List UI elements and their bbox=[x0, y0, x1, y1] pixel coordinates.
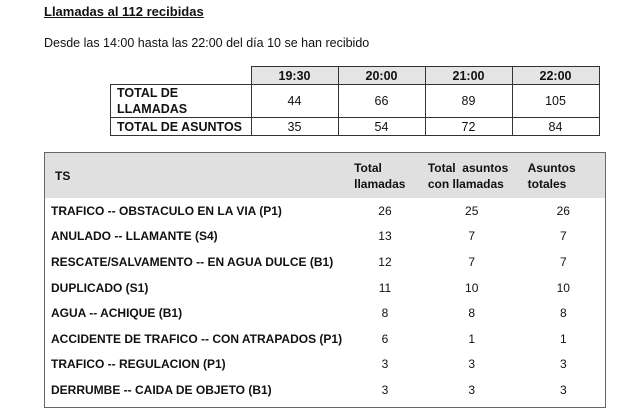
total-calls-cell: 13 bbox=[378, 229, 392, 244]
total-matters-cell: 26 bbox=[556, 203, 570, 218]
matters-with-calls-cell: 1 bbox=[468, 331, 476, 346]
summary-time-header: 19:30 bbox=[251, 67, 338, 85]
detail-table bbox=[45, 153, 605, 403]
total-calls-cell: 26 bbox=[378, 203, 392, 218]
ts-name-cell: AGUA -- ACHIQUE (B1) bbox=[51, 306, 183, 321]
total-matters-cell: 7 bbox=[559, 254, 567, 269]
summary-cell: 66 bbox=[338, 85, 425, 118]
matters-with-calls-cell: 25 bbox=[465, 203, 479, 218]
ts-name-cell: TRAFICO -- REGULACION (P1) bbox=[51, 357, 226, 372]
summary-cell: 105 bbox=[512, 85, 599, 118]
summary-cell: 89 bbox=[425, 85, 512, 118]
summary-cell: 35 bbox=[251, 118, 338, 136]
summary-row-calls bbox=[111, 85, 600, 118]
header-line: llamadas bbox=[354, 176, 406, 191]
header-line: totales bbox=[527, 176, 567, 191]
table-row bbox=[45, 275, 605, 301]
table-row bbox=[45, 326, 605, 352]
detail-table-frame bbox=[44, 152, 606, 408]
table-row bbox=[45, 224, 605, 250]
total-calls-cell: 12 bbox=[378, 254, 392, 269]
ts-name-cell: ACCIDENTE DE TRAFICO -- CON ATRAPADOS (P1) bbox=[51, 331, 343, 346]
summary-cell: 44 bbox=[251, 85, 338, 118]
page-title: Llamadas al 112 recibidas bbox=[44, 4, 204, 19]
total-matters-cell: 8 bbox=[559, 306, 567, 321]
matters-with-calls-cell: 3 bbox=[468, 357, 476, 372]
table-row bbox=[45, 377, 605, 403]
summary-time-header: 21:00 bbox=[425, 67, 512, 85]
total-calls-cell: 3 bbox=[381, 382, 389, 397]
summary-time-header: 22:00 bbox=[512, 67, 599, 85]
summary-cell: 84 bbox=[512, 118, 599, 136]
ts-name-cell: ANULADO -- LLAMANTE (S4) bbox=[51, 229, 218, 244]
page-subtitle: Desde las 14:00 hasta las 22:00 del día 10 se han recibido bbox=[44, 36, 370, 50]
total-matters-column-header bbox=[522, 153, 605, 198]
total-matters-cell: 3 bbox=[559, 382, 567, 397]
summary-table bbox=[110, 66, 600, 136]
total-matters-cell: 1 bbox=[559, 331, 567, 346]
ts-name-cell: RESCATE/SALVAMENTO -- EN AGUA DULCE (B1) bbox=[51, 254, 334, 269]
ts-name-cell: DERRUMBE -- CAIDA DE OBJETO (B1) bbox=[51, 382, 272, 397]
total-calls-column-header bbox=[348, 153, 422, 198]
matters-with-calls-cell: 7 bbox=[468, 229, 476, 244]
table-row bbox=[45, 300, 605, 326]
header-line: Total asuntos bbox=[427, 160, 509, 175]
ts-name-cell: TRAFICO -- OBSTACULO EN LA VIA (P1) bbox=[51, 203, 282, 218]
summary-cell: 72 bbox=[425, 118, 512, 136]
ts-column-header: TS bbox=[55, 168, 71, 183]
summary-row-matters bbox=[111, 118, 600, 136]
total-calls-cell: 6 bbox=[381, 331, 389, 346]
summary-time-header: 20:00 bbox=[338, 67, 425, 85]
summary-cell: 54 bbox=[338, 118, 425, 136]
total-calls-cell: 3 bbox=[381, 357, 389, 372]
matters-with-calls-cell: 7 bbox=[468, 254, 476, 269]
header-line: con llamadas bbox=[427, 176, 504, 191]
matters-with-calls-column-header bbox=[422, 153, 522, 198]
total-matters-cell: 7 bbox=[559, 229, 567, 244]
summary-row-label: TOTAL DE LLAMADAS bbox=[111, 85, 252, 118]
table-row bbox=[45, 249, 605, 275]
ts-name-cell: DUPLICADO (S1) bbox=[51, 280, 149, 295]
summary-row-label: TOTAL DE ASUNTOS bbox=[111, 118, 252, 136]
header-line: Total bbox=[354, 160, 382, 175]
detail-header-row bbox=[45, 153, 605, 198]
summary-header-row bbox=[111, 67, 600, 85]
header-line: Asuntos bbox=[527, 160, 576, 175]
table-row bbox=[45, 198, 605, 224]
matters-with-calls-cell: 3 bbox=[468, 382, 476, 397]
matters-with-calls-cell: 10 bbox=[465, 280, 479, 295]
total-calls-cell: 8 bbox=[381, 306, 389, 321]
matters-with-calls-cell: 8 bbox=[468, 306, 476, 321]
summary-corner-cell bbox=[111, 67, 252, 85]
table-row bbox=[45, 352, 605, 378]
total-matters-cell: 10 bbox=[556, 280, 570, 295]
total-calls-cell: 11 bbox=[378, 280, 392, 295]
total-matters-cell: 3 bbox=[559, 357, 567, 372]
